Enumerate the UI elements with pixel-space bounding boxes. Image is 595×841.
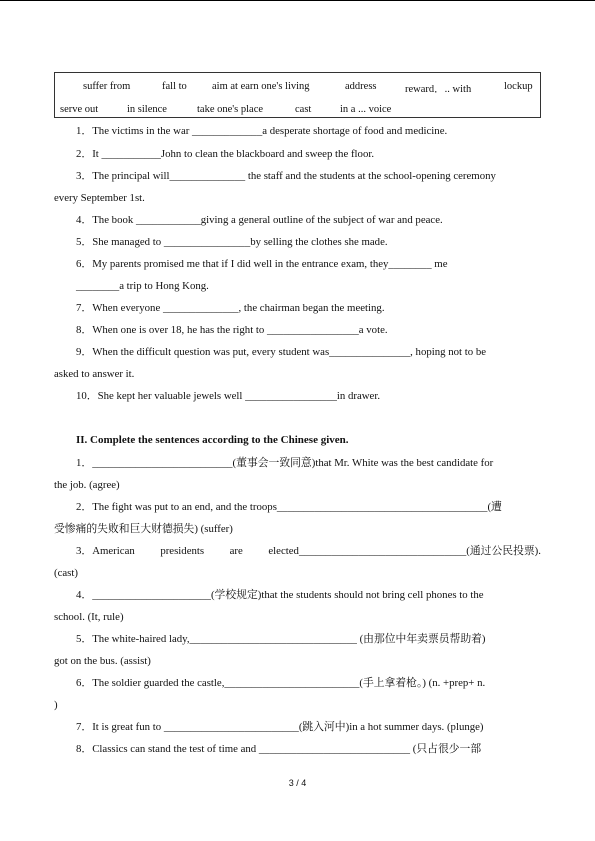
sentence-3-cont: every September 1st.	[54, 192, 145, 204]
sentence-1: 1．The victims in the war _____________a desperate shortage of food and medicine.	[76, 125, 448, 137]
sentence-6-cont: ________a trip to Hong Kong.	[76, 280, 209, 292]
word-bank-item: aim at earn one's living	[212, 81, 310, 92]
sentence-6: 6．My parents promised me that if I did well in the entrance exam, they________ me	[76, 258, 448, 270]
word-bank-item: suffer from	[83, 81, 131, 92]
word-bank-item: in silence	[127, 104, 167, 115]
translation-6: 6．The soldier guarded the castle,_________________________(手上拿着枪。) (n. +prep+ n.	[76, 677, 486, 689]
translation-6-cont: )	[54, 699, 58, 711]
word-bank-item: reward．.. with	[405, 84, 472, 95]
word-bank-row-1	[55, 81, 540, 101]
word-bank-item: address	[345, 81, 377, 92]
translation-2: 2．The fight was put to an end, and the troops_______________________________________(遭	[76, 501, 502, 513]
page-number: 3 / 4	[288, 778, 307, 788]
sentence-5: 5．She managed to ________________by selling the clothes she made.	[76, 236, 388, 248]
sentence-3: 3．The principal will______________ the staff and the students at the school-opening ceremony	[76, 170, 496, 182]
sentence-9: 9．When the difficult question was put, every student was_______________, hoping not to be	[76, 346, 487, 358]
translation-3-word: presidents	[160, 545, 205, 557]
sentence-7: 7．When everyone ______________, the chairman began the meeting.	[76, 302, 385, 314]
sentence-2: 2．It ___________John to clean the blackboard and sweep the floor.	[76, 148, 375, 160]
translation-7: 7．It is great fun to _________________________(跳入河中)in a hot summer days. (plunge)	[76, 721, 484, 733]
word-bank-item: fall to	[162, 81, 187, 92]
translation-5: 5．The white-haired lady,_______________________________ (由那位中年卖票员帮助着)	[76, 633, 486, 645]
translation-4: 4．______________________(学校规定)that the students should not bring cell phones to the	[76, 589, 484, 601]
word-bank-item: serve out	[60, 104, 99, 115]
translation-3-word: are	[229, 545, 243, 557]
word-bank-item: cast	[295, 104, 312, 115]
translation-8: 8．Classics can stand the test of time and ____________________________ (只占很少一部	[76, 743, 482, 755]
translation-3	[76, 544, 541, 558]
sentence-10: 10．She kept her valuable jewels well _________________in drawer.	[76, 390, 381, 402]
word-bank-item: take one's place	[197, 104, 264, 115]
translation-3-cont: (cast)	[54, 567, 78, 579]
word-bank-item: lockup	[504, 81, 533, 92]
word-bank-row-2	[55, 104, 540, 124]
section-heading: II. Complete the sentences according to the Chinese given.	[76, 434, 349, 446]
translation-4-cont: school. (It, rule)	[54, 611, 124, 623]
translation-1-cont: the job. (agree)	[54, 479, 120, 491]
translation-2-cont: 受惨痛的失败和巨大财德损失) (suffer)	[54, 523, 233, 535]
word-bank-box	[54, 72, 541, 118]
sentence-4: 4．The book ____________giving a general outline of the subject of war and peace.	[76, 214, 443, 226]
word-bank-item: in a ... voice	[340, 104, 392, 115]
translation-3-word: 3．American	[76, 545, 135, 557]
sentence-8: 8．When one is over 18, he has the right to _________________a vote.	[76, 324, 388, 336]
translation-1: 1．__________________________(董事会一致同意)that Mr. White was the best candidate for	[76, 457, 494, 469]
sentence-9-cont: asked to answer it.	[54, 368, 135, 380]
translation-3-word: elected_______________________________(通过公民投票).	[268, 545, 541, 557]
translation-5-cont: got on the bus. (assist)	[54, 655, 151, 667]
page-top-rule	[0, 0, 595, 1]
